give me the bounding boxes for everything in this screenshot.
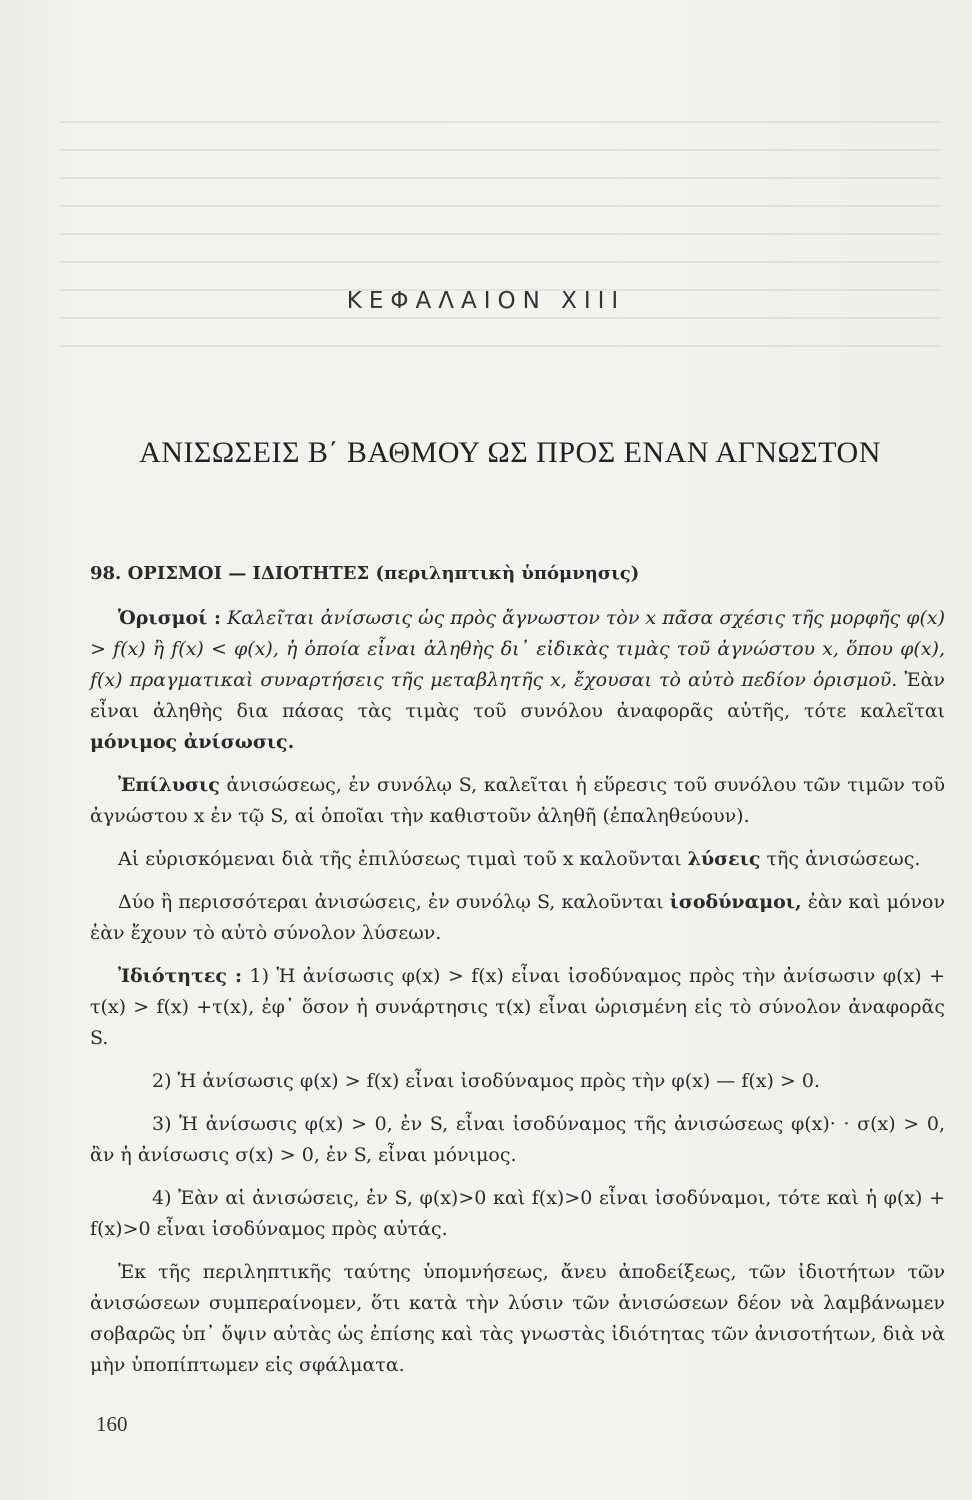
section-number: 98. bbox=[90, 563, 122, 584]
chapter-heading: ΚΕΦΑΛΑΙΟΝ XIII bbox=[346, 288, 626, 314]
definitions-paragraph bbox=[90, 603, 945, 758]
property-2: 2) Ἡ ἀνίσωσις φ(x) > f(x) εἶναι ἰσοδύναμος πρὸς τὴν φ(x) — f(x) > 0. bbox=[152, 1070, 821, 1092]
equivalent-term: ἰσοδύναμοι, bbox=[669, 891, 802, 913]
section-heading-text: ΟΡΙΣΜΟΙ — ΙΔΙΟΤΗΤΕΣ (περιληπτικὴ ὑπόμνησις) bbox=[127, 563, 640, 584]
equivalent-paragraph bbox=[90, 887, 945, 949]
solutions-text: Αἱ εὑρισκόμεναι διὰ τῆς ἐπιλύσεως τιμαὶ τοῦ x καλοῦνται bbox=[118, 848, 688, 870]
bleed-through-text bbox=[60, 95, 940, 425]
properties-label: Ἰδιότητες : bbox=[118, 965, 243, 987]
solutions-paragraph bbox=[90, 844, 945, 875]
page-body bbox=[90, 558, 945, 1393]
solution-term: Ἐπίλυσις bbox=[118, 774, 220, 796]
chapter-title: ΑΝΙΣΩΣΕΙΣ Β΄ ΒΑΘΜΟΥ ΩΣ ΠΡΟΣ ΕΝΑΝ ΑΓΝΩΣΤΟΝ bbox=[139, 436, 881, 469]
solution-paragraph bbox=[90, 770, 945, 832]
page-number: 160 bbox=[96, 1412, 128, 1436]
definitions-label: Ὁρισμοί : bbox=[118, 607, 222, 629]
conclusion-paragraph: Ἐκ τῆς περιληπτικῆς ταύτης ὑπομνήσεως, ἄνευ ἀποδείξεως, τῶν ἰδιοτήτων τῶν ἀνισώσεων συμπεραίνομεν, ὅτι κατὰ τὴν λύσιν τῶν ἀνισώσεων δέον νὰ λαμβάνωμεν σοβαρῶς ὑπ᾽ ὄψιν αὐτὰς ὡς ἐπίσης καὶ τὰς γνωστὰς ἰδιότητας τῶν ἀνισοτήτων, διὰ νὰ μὴν ὑποπίπτωμεν εἰς σφάλματα. bbox=[90, 1261, 945, 1376]
solution-text: ἀνισώσεως, ἐν συνόλῳ S, καλεῖται ἡ εὕρεσις τοῦ συνόλου τῶν τιμῶν τοῦ ἀγνώστου x ἐν τῷ S, αἱ ὁποῖαι τὴν καθιστοῦν ἀληθῆ (ἐπαληθεύουν). bbox=[90, 774, 945, 827]
property-4: 4) Ἐὰν αἱ ἀνισώσεις, ἐν S, φ(x)>0 καὶ f(x)>0 εἶναι ἰσοδύναμοι, τότε καὶ ἡ φ(x) + f(x)>0 εἶναι ἰσοδύναμος πρὸς αὐτάς. bbox=[90, 1187, 945, 1240]
solutions-tail: τῆς ἀνισώσεως. bbox=[760, 848, 921, 870]
definitions-italic-text: Καλεῖται ἀνίσωσις ὡς πρὸς ἄγνωστον τὸν x πᾶσα σχέσις τῆς μορφῆς φ(x) > f(x) ἢ f(x) < φ(x), ἡ ὁποία εἶναι ἀληθὴς δι᾽ εἰδικὰς τιμὰς τοῦ ἀγνώστου x, ὅπου φ(x), f(x) πραγματικαὶ συναρτήσεις τῆς μεταβλητῆς x, ἔχουσαι τὸ αὐτὸ πεδίον ὁρισμοῦ. bbox=[90, 607, 946, 691]
definitions-term: μόνιμος ἀνίσωσις. bbox=[90, 731, 295, 753]
section-heading bbox=[90, 558, 945, 589]
equivalent-tail: ἐὰν καὶ μόνον ἐὰν ἔχουν τὸ αὐτὸ σύνολον λύσεων. bbox=[90, 891, 946, 944]
equivalent-text: Δύο ἢ περισσότεραι ἀνισώσεις, ἐν συνόλῳ S, καλοῦνται bbox=[118, 891, 670, 913]
solutions-term: λύσεις bbox=[687, 848, 761, 870]
property-1-text: 1) Ἡ ἀνίσωσις φ(x) > f(x) εἶναι ἰσοδύναμος πρὸς τὴν ἀνίσωσιν φ(x) + τ(x) > f(x) +τ(x), ἐφ᾽ ὅσον ἡ συνάρτησις τ(x) εἶναι ὡρισμένη εἰς τὸ σύνολον ἀναφορᾶς S. bbox=[90, 965, 945, 1049]
definitions-plain-text: Ἐὰν εἶναι ἀληθὴς δια πάσας τὰς τιμὰς τοῦ συνόλου ἀναφορᾶς αὐτῆς, τότε καλεῖται bbox=[90, 669, 945, 722]
property-1 bbox=[90, 961, 945, 1054]
property-3: 3) Ἡ ἀνίσωσις φ(x) > 0, ἐν S, εἶναι ἰσοδύναμος τῆς ἀνισώσεως φ(x)· · σ(x) > 0, ἂν ἡ ἀνίσωσις σ(x) > 0, ἐν S, εἶναι μόνιμος. bbox=[90, 1113, 945, 1166]
